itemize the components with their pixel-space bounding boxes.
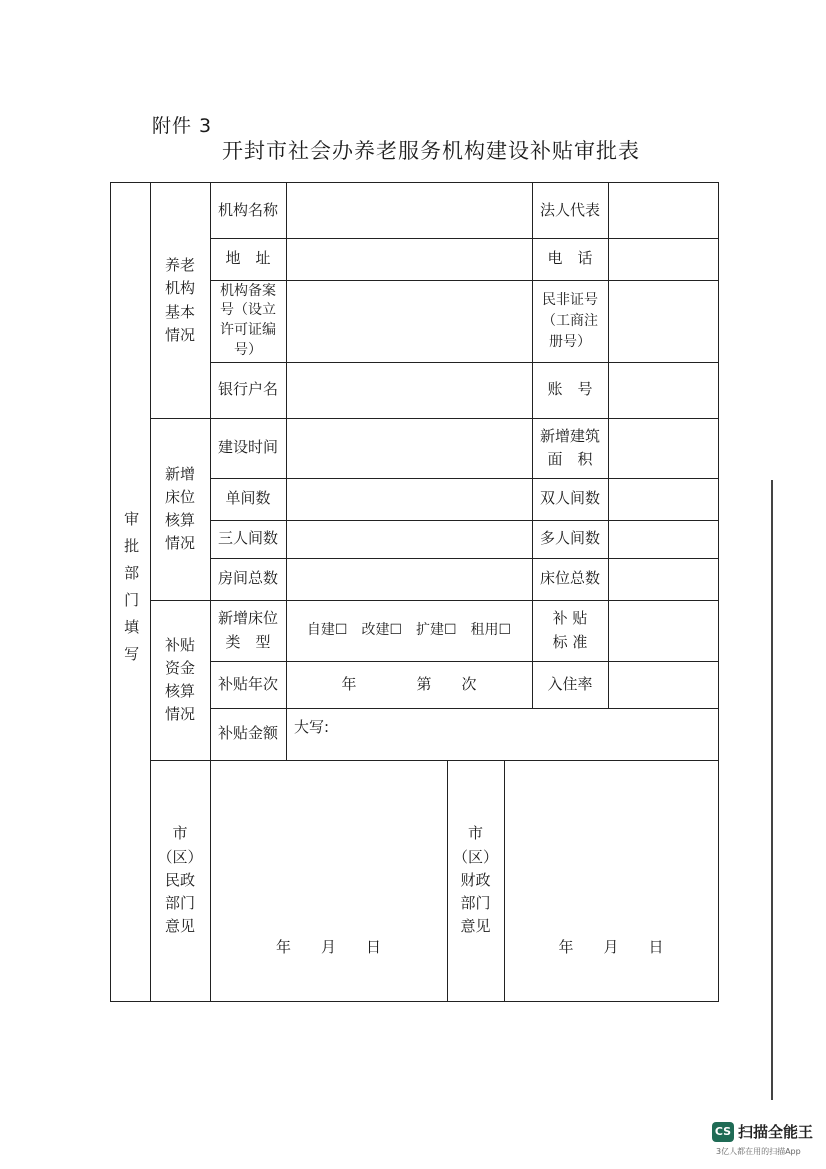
bed-type-label: 新增床位 类 型 (217, 609, 278, 651)
beds-total-label: 床位总数 (539, 569, 600, 588)
civil-affairs-date: 年 月 日 (275, 937, 381, 956)
civil-affairs-opinion-label: 市 （区） 民政 部门 意见 (157, 824, 203, 936)
multi-room-field[interactable] (608, 520, 718, 558)
watermark-slogan: 3亿人都在用的扫描App (716, 1147, 801, 1156)
occupancy-field[interactable] (608, 661, 718, 708)
civil-affairs-opinion-field[interactable] (210, 760, 447, 1001)
occupancy-label: 入住率 (547, 674, 593, 693)
rooms-total-label: 房间总数 (217, 569, 278, 588)
beds-total-field[interactable] (608, 558, 718, 600)
bed-type-options[interactable]: 自建☐ 改建☐ 扩建☐ 租用☐ (306, 621, 512, 638)
new-area-field[interactable] (608, 418, 718, 478)
scan-edge-line (771, 480, 773, 1100)
triple-room-field[interactable] (286, 520, 532, 558)
phone-field[interactable] (608, 238, 718, 280)
subsidy-year-field[interactable]: 年 第 次 (341, 674, 477, 693)
rooms-total-field[interactable] (286, 558, 532, 600)
multi-room-label: 多人间数 (539, 529, 600, 548)
section-bed-count: 新增 床位 核算 情况 (164, 464, 195, 553)
double-room-label: 双人间数 (539, 489, 600, 508)
scanner-watermark (712, 1121, 813, 1142)
civil-no-label: 民非证号 （工商注 册号） (542, 291, 598, 350)
finance-opinion-label: 市 （区） 财政 部门 意见 (452, 824, 498, 936)
approval-dept-label: 审批部门填写 (122, 511, 141, 673)
watermark-name: 扫描全能王 (738, 1123, 814, 1141)
record-no-field[interactable] (286, 280, 532, 362)
subsidy-amount-field[interactable]: 大写: (294, 718, 330, 736)
account-field[interactable] (608, 362, 718, 418)
phone-label: 电 话 (547, 249, 593, 268)
civil-no-field[interactable] (608, 280, 718, 362)
section-subsidy-calc: 补贴 资金 核算 情况 (164, 635, 195, 724)
new-area-label: 新增建筑 面 积 (539, 426, 600, 468)
address-label: 地 址 (225, 249, 271, 268)
bank-name-label: 银行户名 (217, 380, 278, 399)
address-field[interactable] (286, 238, 532, 280)
build-time-label: 建设时间 (217, 438, 278, 457)
section-basic-info: 养老 机构 基本 情况 (164, 256, 195, 344)
approval-table (110, 182, 719, 1002)
legal-rep-label: 法人代表 (539, 200, 600, 219)
build-time-field[interactable] (286, 418, 532, 478)
subsidy-amount-label: 补贴金额 (217, 724, 278, 743)
finance-date: 年 月 日 (558, 937, 664, 956)
bank-name-field[interactable] (286, 362, 532, 418)
subsidy-standard-field[interactable] (608, 600, 718, 661)
form-title: 开封市社会办养老服务机构建设补贴审批表 (222, 139, 640, 163)
record-no-label: 机构备案 号（设立 许可证编 号） (220, 282, 276, 358)
single-room-label: 单间数 (225, 489, 271, 508)
subsidy-standard-label: 补 贴 标 准 (552, 609, 588, 651)
org-name-label: 机构名称 (217, 200, 278, 219)
single-room-field[interactable] (286, 478, 532, 520)
double-room-field[interactable] (608, 478, 718, 520)
subsidy-year-label: 补贴年次 (217, 674, 278, 693)
account-label: 账 号 (547, 380, 593, 399)
legal-rep-field[interactable] (608, 183, 718, 238)
triple-room-label: 三人间数 (217, 529, 278, 548)
camscanner-logo-icon: CS (712, 1122, 734, 1142)
finance-opinion-field[interactable] (504, 760, 718, 1001)
org-name-field[interactable] (286, 183, 532, 238)
annex-label: 附件 3 (152, 115, 213, 137)
